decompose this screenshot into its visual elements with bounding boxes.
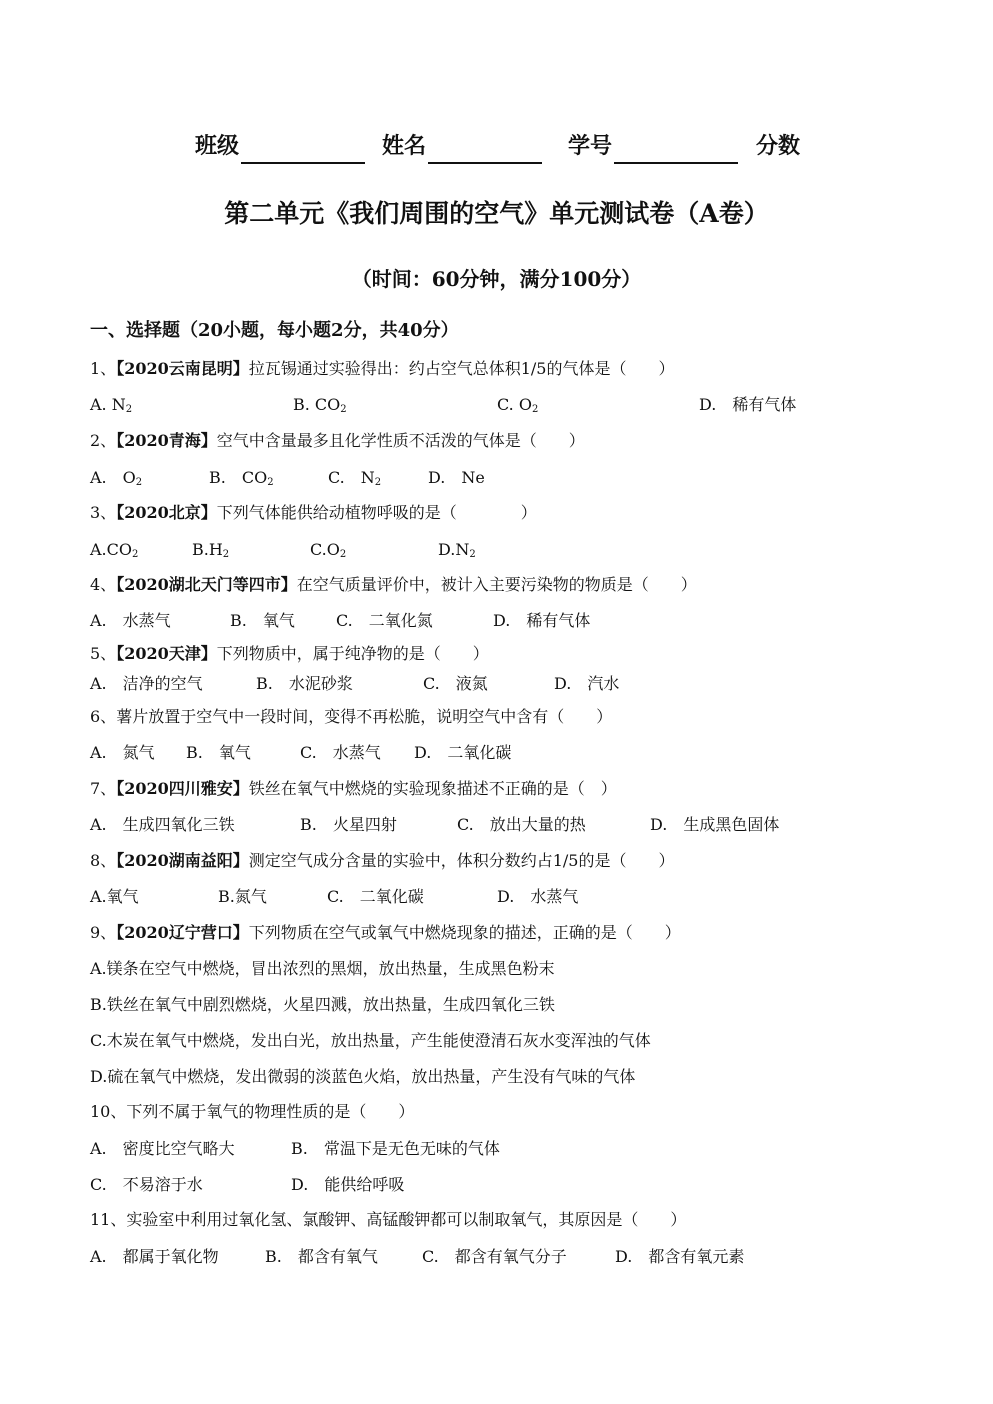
question-number: 4、 — [90, 575, 117, 594]
question-9-option-d[interactable]: D.硫在氧气中燃烧，发出微弱的淡蓝色火焰，放出热量，产生没有气味的气体 — [90, 1067, 636, 1086]
class-field — [195, 128, 365, 164]
option-a[interactable]: A. $N_2$ — [90, 395, 133, 415]
score-label: 分数 — [756, 133, 801, 159]
question-text: 测定空气成分含量的实验中，体积分数约占1/5的是（ ） — [248, 851, 675, 870]
option-a[interactable]: A. $O_2$ — [90, 468, 143, 488]
option-c[interactable]: C. 不易溶于水 — [90, 1175, 203, 1194]
question-source: 【2020青海】 — [116, 431, 217, 450]
question-number: 6、 — [90, 707, 117, 726]
question-number: 11、 — [90, 1210, 127, 1229]
question-number: 5、 — [90, 644, 117, 663]
question-9 — [90, 920, 681, 946]
option-a[interactable]: A. 生成四氧化三铁 — [90, 815, 235, 834]
question-number: 1、 — [90, 359, 117, 378]
option-b[interactable]: B. 火星四射 — [300, 815, 397, 834]
question-9-option-c[interactable]: C.木炭在氧气中燃烧，发出白光，放出热量，产生能使澄清石灰水变浑浊的气体 — [90, 1031, 651, 1050]
option-c[interactable]: C. $O_2$ — [497, 395, 539, 415]
option-b[interactable]: B. 氧气 — [230, 611, 295, 630]
option-d[interactable]: D. 稀有气体 — [699, 395, 797, 414]
student-id-field — [568, 128, 738, 164]
option-c[interactable]: $C.O_2$ — [310, 540, 347, 560]
question-8 — [90, 848, 675, 874]
option-b[interactable]: B. 水泥砂浆 — [256, 674, 353, 693]
question-source: 【2020天津】 — [116, 644, 217, 663]
question-text: 下列不属于氧气的物理性质的是（ ） — [126, 1102, 415, 1121]
question-9-option-a[interactable]: A.镁条在空气中燃烧，冒出浓烈的黑烟，放出热量，生成黑色粉末 — [90, 959, 555, 978]
class-blank[interactable] — [241, 134, 365, 164]
question-2 — [90, 428, 585, 454]
option-d[interactable]: D. 能供给呼吸 — [291, 1175, 405, 1194]
option-d[interactable]: D. Ne — [428, 468, 485, 487]
question-number: 10、 — [90, 1102, 127, 1121]
option-c[interactable]: C. 二氧化碳 — [327, 887, 424, 906]
option-a[interactable]: A. 洁净的空气 — [90, 674, 203, 693]
question-source: 【2020四川雅安】 — [116, 779, 249, 798]
question-number: 7、 — [90, 779, 117, 798]
class-label: 班级 — [195, 133, 240, 159]
question-source: 【2020云南昆明】 — [116, 359, 249, 378]
student-info-row — [0, 128, 993, 168]
question-number: 2、 — [90, 431, 117, 450]
question-source: 【2020辽宁营口】 — [116, 923, 249, 942]
option-d[interactable]: D. 二氧化碳 — [414, 743, 512, 762]
option-c[interactable]: C. 水蒸气 — [300, 743, 381, 762]
option-c[interactable]: C. $N_2$ — [328, 468, 382, 488]
score-field — [756, 128, 800, 164]
option-b[interactable]: $B.H_2$ — [192, 540, 230, 560]
question-3 — [90, 500, 537, 526]
option-d[interactable]: $D.N_2$ — [438, 540, 476, 560]
question-number: 3、 — [90, 503, 117, 522]
question-source: 【2020湖南益阳】 — [116, 851, 249, 870]
option-c[interactable]: C. 液氮 — [423, 674, 488, 693]
option-c[interactable]: C. 放出大量的热 — [457, 815, 586, 834]
name-label: 姓名 — [382, 133, 427, 159]
student-id-blank[interactable] — [614, 134, 738, 164]
option-a[interactable]: $A.CO_2$ — [90, 540, 139, 560]
option-d[interactable]: D. 都含有氧元素 — [615, 1247, 745, 1266]
option-b[interactable]: B. 都含有氧气 — [265, 1247, 378, 1266]
question-number: 9、 — [90, 923, 117, 942]
question-text: 下列物质在空气或氧气中燃烧现象的描述，正确的是（ ） — [248, 923, 681, 942]
name-field — [382, 128, 542, 164]
section-heading: 一、选择题（20小题，每小题2分，共40分） — [90, 320, 459, 341]
question-number: 8、 — [90, 851, 117, 870]
option-d[interactable]: D. 稀有气体 — [493, 611, 591, 630]
option-a[interactable]: A. 水蒸气 — [90, 611, 171, 630]
question-4 — [90, 572, 697, 598]
option-a[interactable]: A. 氮气 — [90, 743, 155, 762]
exam-title: 第二单元《我们周围的空气》单元测试卷（A卷） — [224, 199, 769, 228]
option-d[interactable]: D. 汽水 — [554, 674, 620, 693]
question-5 — [90, 641, 489, 667]
question-text: 薯片放置于空气中一段时间，变得不再松脆，说明空气中含有（ ） — [116, 707, 613, 726]
option-c[interactable]: C. 都含有氧气分子 — [422, 1247, 567, 1266]
exam-subtitle: （时间：60分钟，满分100分） — [351, 267, 642, 291]
student-id-label: 学号 — [568, 133, 613, 159]
option-d[interactable]: D. 水蒸气 — [497, 887, 579, 906]
question-7 — [90, 776, 617, 802]
question-text: 拉瓦锡通过实验得出：约占空气总体积1/5的气体是（ ） — [248, 359, 675, 378]
question-text: 空气中含量最多且化学性质不活泼的气体是（ ） — [216, 431, 585, 450]
option-b[interactable]: B.氮气 — [218, 887, 267, 906]
question-text: 铁丝在氧气中燃烧的实验现象描述不正确的是（ ） — [248, 779, 617, 798]
question-10 — [90, 1099, 414, 1125]
question-1 — [90, 356, 675, 382]
option-c[interactable]: C. 二氧化氮 — [336, 611, 433, 630]
question-text: 下列物质中，属于纯净物的是（ ） — [216, 644, 489, 663]
option-a[interactable]: A.氧气 — [90, 887, 139, 906]
option-b[interactable]: B. 常温下是无色无味的气体 — [291, 1139, 500, 1158]
question-11 — [90, 1207, 686, 1233]
question-source: 【2020北京】 — [116, 503, 217, 522]
option-d[interactable]: D. 生成黑色固体 — [650, 815, 780, 834]
option-b[interactable]: B. 氧气 — [186, 743, 251, 762]
question-text: 在空气质量评价中，被计入主要污染物的物质是（ ） — [296, 575, 697, 594]
question-text: 下列气体能供给动植物呼吸的是（ ） — [216, 503, 537, 522]
option-a[interactable]: A. 都属于氧化物 — [90, 1247, 219, 1266]
question-6 — [90, 704, 612, 730]
option-b[interactable]: B. $CO_2$ — [293, 395, 347, 415]
option-a[interactable]: A. 密度比空气略大 — [90, 1139, 235, 1158]
question-text: 实验室中利用过氧化氢、氯酸钾、高锰酸钾都可以制取氧气，其原因是（ ） — [126, 1210, 687, 1229]
option-b[interactable]: B. $CO_2$ — [209, 468, 274, 488]
name-blank[interactable] — [428, 134, 542, 164]
question-9-option-b[interactable]: B.铁丝在氧气中剧烈燃烧，火星四溅，放出热量，生成四氧化三铁 — [90, 995, 555, 1014]
question-source: 【2020湖北天门等四市】 — [116, 575, 297, 594]
